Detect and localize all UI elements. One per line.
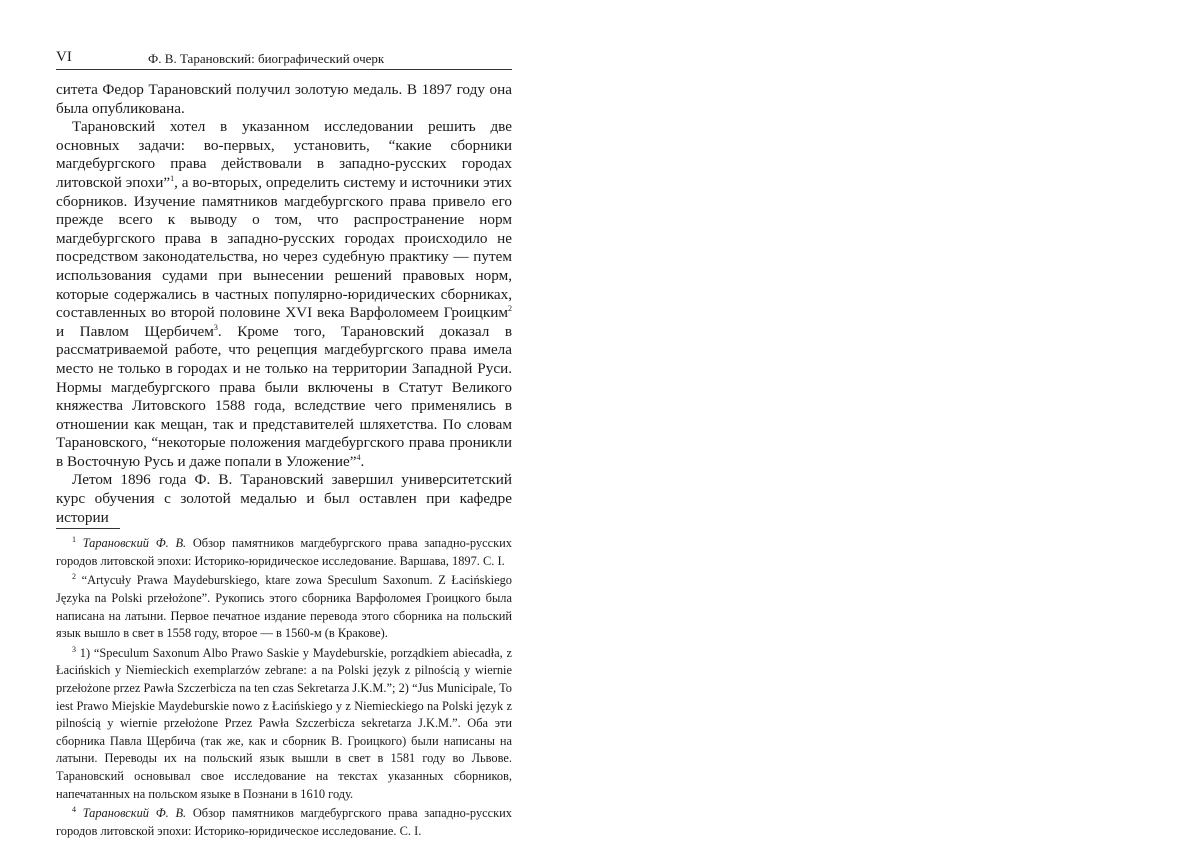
paragraph-1: ситета Федор Тарановский получил золотую медаль. В 1897 году она была опубликована. [56, 81, 512, 118]
page-header [56, 49, 512, 70]
paragraph-3: Летом 1896 года Ф. В. Тарановский завершил университетский курс обучения с золотой медалью и был оставлен при кафедре истории [56, 471, 512, 527]
footnote-2-text: “Artycuły Prawa Maydeburskiego, ktare zowa Speculum Saxonum. Z Łacińskiego Języka na Polski przełożone”. Рукопись этого сборника Варфоломея Гроицкого была написана на латыни. Первое печатное издание перевода этого сборника на польский язык вышло в свет в 1558 году, второе — в 1560-м (в Кракове). [56, 573, 512, 640]
footnote-ref-3: 3 [214, 323, 218, 332]
footnote-4-author: Тарановский Ф. В. [83, 806, 186, 820]
footnote-3-text: 1) “Speculum Saxonum Albo Prawo Saskie y Maydeburskie, porządkiem abiecadła, z Łacińskich y Niemieckich exemplarzów zebrane: a na Polski język z pilnością y wiernie przełożone przez Pawła Szczerbicza na ten czas Sekretarza J.K.M.”; 2) “Jus Municipale, To iest Prawo Miejskie Maydeburskie nowo z Łacińskiego y z Niemieckiego na Polski język z pilnością y wiernie przełożone Przez Pawła Szczerbicza sekretarza J.K.M.”. Оба эти сборника Павла Щербича (так же, как и сборник В. Гроицкого) были написаны на латыни. Переводы их на польский язык вышли в свет в 1581 году во Львове. Тарановский основывал свое исследование на текстах указанных сборников, напечатанных на польском языке в Познани в 1610 году. [56, 646, 512, 801]
paragraph-2-part-4: . Кроме того, Тарановский доказал в рассматриваемой работе, что рецепция магдебургского права имела место не только в городах и не только на территории Западной Руси. Нормы магдебургского права были включены в Статут Великого княжества Литовского 1588 года, вследствие чего применялись в отношении как мещан, так и представителей шляхетства. По словам Тарановского, “некоторые положения магдебургского права проникли в Восточную Русь и даже попали в Уложение” [56, 323, 512, 470]
footnote-divider [56, 528, 120, 529]
footnote-1 [56, 535, 512, 570]
page-number: VI [56, 49, 72, 66]
footnote-ref-1: 1 [170, 174, 174, 183]
paragraph-2-part-2: , а во-вторых, определить систему и источники этих сборников. Изучение памятников магдебургского права привело его прежде всего к выводу о том, что распространение норм магдебургского права в западно-русских городах происходило не посредством законодательства, но через судебную практику — путем использования судами при вынесении решений правовых норм, которые содержались в частных популярно-юридических сборниках, составленных во второй половине XVI века Варфоломеем Гроицким [56, 174, 512, 321]
paragraph-2-part-5: . [360, 453, 364, 470]
footnote-1-mark: 1 [72, 535, 76, 544]
footnote-4-text: Обзор памятников магдебургского права западно-русских городов литовской эпохи: Историко-юридическое исследование. С. I. [56, 806, 512, 838]
running-title: Ф. В. Тарановский: биографический очерк [148, 51, 384, 67]
footnote-4-mark: 4 [72, 805, 76, 814]
footnotes [56, 535, 512, 840]
footnote-1-author: Тарановский Ф. В. [83, 536, 186, 550]
footnote-3 [56, 645, 512, 803]
footnote-ref-4: 4 [356, 453, 360, 462]
footnote-1-text: Обзор памятников магдебургского права западно-русских городов литовской эпохи: Историко-юридическое исследование. Варшава, 1897. С. I. [56, 536, 512, 568]
footnote-ref-2: 2 [508, 304, 512, 313]
page-column [56, 49, 512, 842]
footnote-4 [56, 805, 512, 840]
footnote-2-mark: 2 [72, 572, 76, 581]
paragraph-2-part-3: и Павлом Щербичем [56, 323, 214, 340]
footnote-3-mark: 3 [72, 645, 76, 654]
footnote-2 [56, 572, 512, 642]
paragraph-2 [56, 118, 512, 471]
paragraph-2-part-1: Тарановский хотел в указанном исследовании решить две основных задачи: во-первых, установить, “какие сборники магдебургского права действовали в западно-русских городах литовской эпохи” [56, 118, 512, 191]
body-text [56, 81, 512, 527]
